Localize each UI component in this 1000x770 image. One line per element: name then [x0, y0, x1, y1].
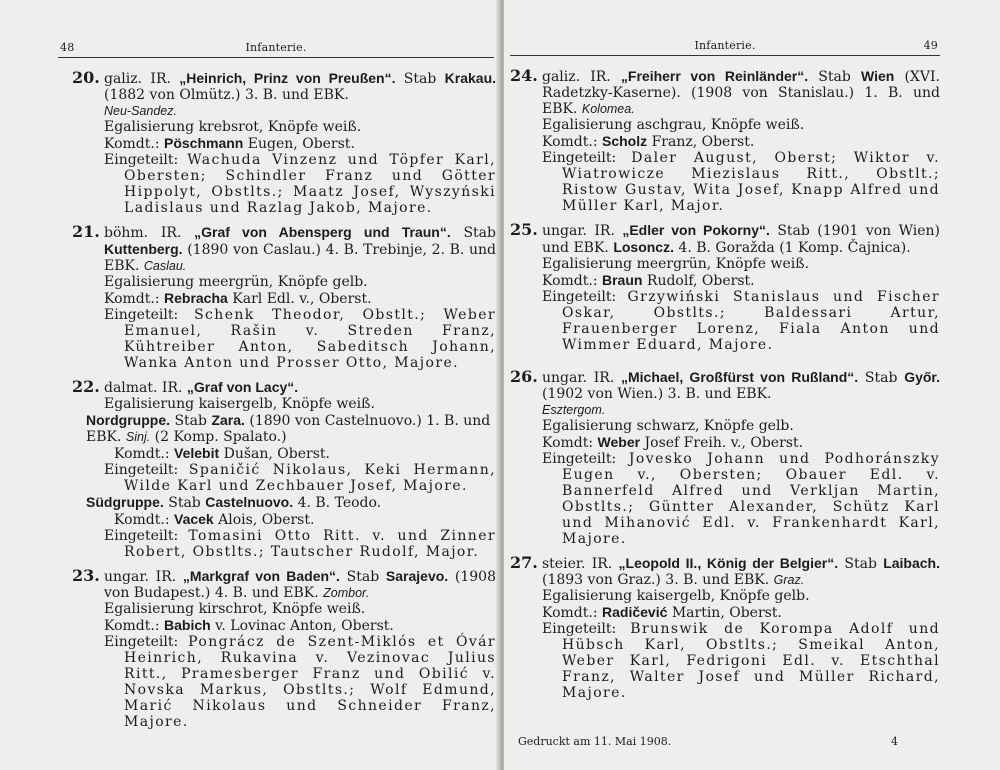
- regiment-entry-20: [58, 70, 500, 216]
- heading-details: (1890 von Castelnuovo.) 1. B. und EBK.: [86, 413, 491, 445]
- commander-label: Komdt.:: [104, 291, 164, 307]
- supplementary-district: Sinj.: [125, 430, 151, 444]
- egalisierung-line: Egalisierung kirschrot, Knöpfe weiß.: [104, 601, 366, 617]
- staff-label: Stab: [163, 495, 206, 511]
- egalisierung-line: Egalisierung schwarz, Knöpfe gelb.: [542, 418, 794, 434]
- staff-city: Krakau.: [444, 70, 497, 86]
- commander-surname: Weber: [597, 434, 641, 450]
- page-number-right: 49: [923, 39, 938, 52]
- commander-surname: Rebracha: [164, 290, 228, 306]
- staff-city: Wien: [860, 68, 895, 84]
- assigned-label: Eingeteilt:: [104, 307, 195, 323]
- regiment-type: ungar. IR.: [104, 569, 183, 585]
- staff-label: Stab: [395, 71, 445, 87]
- nordgruppe-commander-line: [58, 445, 496, 462]
- regiment-type: ungar. IR.: [542, 370, 621, 386]
- commander-line: [58, 617, 496, 634]
- assigned-names: Pongrácz de Szent-Miklós et Óvár Heinrich, Rukavina v. Vezinovac Julius Ritt., Pramesberger Franz und Obilić v. Novska Markus, Obstlts.; Wolf Edmund, Marić Nikolaus und Schneider Franz, Majore.: [124, 634, 496, 730]
- staff-label: Stab: [808, 69, 861, 85]
- assigned-names: Daler August, Oberst; Wiktor v. Wiatrowicze Miezislaus Ritt., Obstlt.; Ristow Gustav, Wita Josef, Knapp Alfred und Müller Karl, Major.: [562, 150, 940, 214]
- regiment-entry-23: [58, 568, 500, 730]
- egalisierung-line: Egalisierung kaisergelb, Knöpfe weiß.: [104, 396, 375, 412]
- commander-surname: Babich: [164, 617, 211, 633]
- regiment-entry-22: [58, 379, 500, 560]
- regiment-type: galiz. IR.: [542, 69, 621, 85]
- assigned-officers: [58, 634, 496, 730]
- commander-line: [510, 434, 940, 451]
- regiment-name: „Leopold II., König der Belgier“.: [618, 555, 839, 571]
- entry-heading: [510, 369, 940, 418]
- regiment-entry-24: [510, 68, 1000, 214]
- running-title-left: Infanterie.: [245, 41, 307, 54]
- commander-rest: Dušan, Oberst.: [219, 446, 330, 462]
- heading-details: (1890 von Caslau.) 4. B. Trebinje, 2. B. und EBK.: [104, 242, 496, 274]
- staff-label: Stab: [339, 569, 386, 585]
- heading-details: (1908 von Budapest.) 4. B. und EBK.: [104, 569, 496, 601]
- print-footer: [518, 735, 918, 748]
- regiment-name: „Heinrich, Prinz von Preußen“.: [179, 70, 396, 86]
- assigned-label: Eingeteilt:: [104, 152, 188, 168]
- commander-label: Komdt.:: [104, 136, 164, 152]
- staff-city: Győr.: [904, 369, 940, 385]
- heading-details: (1893 von Graz.) 3. B. und EBK.: [542, 572, 774, 588]
- regiment-type: dalmat. IR.: [104, 380, 187, 396]
- supplementary-district: Zombor.: [323, 586, 370, 600]
- suedgruppe-heading: [58, 494, 496, 511]
- staff-city: Castelnuovo.: [205, 494, 294, 510]
- regiment-name: „Graf von Abensperg und Traun“.: [194, 224, 451, 240]
- commander-label: Komdt:: [542, 435, 598, 451]
- commander-rest: Eugen, Oberst.: [243, 136, 355, 152]
- supplementary-district: Neu-Sandez.: [104, 104, 177, 118]
- heading-details: (1902 von Wien.) 3. B. und EBK.: [542, 386, 772, 402]
- supplementary-district: Kolomea.: [581, 102, 635, 116]
- entry-number: 22.: [72, 377, 100, 396]
- commander-rest: Franz, Oberst.: [647, 134, 755, 150]
- egalisierung-line: Egalisierung meergrün, Knöpfe weiß.: [542, 256, 810, 272]
- commander-label: Komdt.:: [114, 446, 174, 462]
- regiment-name: „Edler von Pokorny“.: [622, 222, 770, 238]
- regiment-entry-21: [58, 224, 500, 371]
- commander-surname: Vacek: [174, 511, 214, 527]
- entry-number: 20.: [72, 68, 100, 87]
- regiment-type: galiz. IR.: [104, 71, 180, 87]
- commander-label: Komdt.:: [542, 605, 602, 621]
- regiment-type: ungar. IR.: [542, 223, 623, 239]
- assigned-names: Brunswik de Korompa Adolf und Hübsch Karl, Obstlts.; Smeikal Anton, Weber Karl, Fedrigoni Edl. v. Etschthal Franz, Walter Josef und Müller Richard, Majore.: [562, 621, 940, 701]
- assigned-names: Spaničić Nikolaus, Keki Hermann, Wilde Karl und Zechbauer Josef, Majore.: [124, 462, 496, 494]
- running-head-left: [58, 38, 494, 58]
- commander-surname: Radičević: [602, 604, 668, 620]
- assigned-label: Eingeteilt:: [542, 621, 631, 637]
- staff-city: Laibach.: [883, 555, 940, 571]
- regiment-name: „Markgraf von Baden“.: [182, 568, 340, 584]
- assigned-label: Eingeteilt:: [542, 289, 628, 305]
- suedgruppe-assigned-officers: [58, 528, 496, 560]
- assigned-officers: [510, 289, 940, 353]
- print-date: Gedruckt am 11. Mai 1908.: [518, 735, 672, 748]
- running-title-right: Infanterie.: [694, 39, 756, 52]
- supplementary-district: Graz.: [773, 573, 805, 587]
- staff-city: Losoncz.: [613, 239, 674, 255]
- regiment-type: böhm. IR.: [104, 225, 195, 241]
- entry-heading: [58, 224, 496, 274]
- assigned-officers: [58, 307, 496, 371]
- entry-number: 25.: [510, 220, 538, 239]
- commander-surname: Braun: [602, 272, 643, 288]
- commander-line: [58, 290, 496, 307]
- commander-label: Komdt.:: [542, 134, 602, 150]
- commander-rest: Karl Edl. v., Oberst.: [227, 291, 372, 307]
- egalisierung-line: Egalisierung aschgrau, Knöpfe weiß.: [542, 117, 805, 133]
- supplementary-district: Esztergom.: [542, 403, 606, 417]
- assigned-officers: [510, 451, 940, 547]
- commander-label: Komdt.:: [542, 273, 602, 289]
- supplementary-district: Caslau.: [143, 259, 187, 273]
- entry-number: 21.: [72, 222, 100, 241]
- assigned-label: Eingeteilt:: [542, 451, 629, 467]
- entry-heading: [510, 222, 940, 256]
- assigned-label: Eingeteilt:: [542, 150, 632, 166]
- staff-city: Sarajevo.: [385, 568, 449, 584]
- assigned-names: Wachuda Vinzenz und Töpfer Karl, Obersten; Schindler Franz und Götter Hippolyt, Obstlts.; Maatz Josef, Wyszyński Ladislaus und Razlag Jakob, Majore.: [124, 152, 496, 216]
- regiment-entry-27: [510, 555, 1000, 701]
- heading-details: 4. B. Goražda (1 Komp. Čajnica).: [673, 240, 911, 256]
- heading-details: (1882 von Olmütz.) 3. B. und EBK.: [104, 87, 349, 103]
- staff-label: Stab: [450, 225, 496, 241]
- entry-number: 27.: [510, 553, 538, 572]
- staff-label: Stab: [838, 556, 884, 572]
- regiment-entry-25: [510, 222, 1000, 353]
- commander-label: Komdt.:: [104, 618, 164, 634]
- egalisierung-line: Egalisierung kaisergelb, Knöpfe gelb.: [542, 588, 810, 604]
- staff-label: Stab (1901 von Wien) und EBK.: [542, 223, 940, 256]
- commander-surname: Velebit: [174, 445, 220, 461]
- entry-heading: [58, 70, 496, 119]
- entry-number: 24.: [510, 66, 538, 85]
- assigned-officers: [510, 621, 940, 701]
- staff-label: Stab: [170, 413, 212, 429]
- entry-number: 23.: [72, 566, 100, 585]
- commander-rest: Martin, Oberst.: [667, 605, 782, 621]
- commander-surname: Scholz: [602, 133, 648, 149]
- egalisierung-line: Egalisierung meergrün, Knöpfe gelb.: [104, 274, 368, 290]
- commander-line: [510, 604, 940, 621]
- assigned-label: Eingeteilt:: [104, 528, 189, 544]
- assigned-officers: [510, 150, 940, 214]
- regiment-name: „Freiherr von Reinländer“.: [620, 68, 809, 84]
- entry-heading: [58, 568, 496, 601]
- staff-label: Stab: [858, 370, 905, 386]
- regiment-name: „Graf von Lacy“.: [186, 379, 299, 395]
- nordgruppe-heading: [58, 412, 496, 445]
- entry-heading: [510, 68, 940, 117]
- regiment-entry-26: [510, 369, 1000, 547]
- assigned-label: Eingeteilt:: [104, 634, 189, 650]
- running-head-right: [510, 36, 940, 56]
- commander-rest: Josef Freih. v., Oberst.: [640, 435, 804, 451]
- commander-rest: Alois, Oberst.: [213, 512, 315, 528]
- nordgruppe-label: Nordgruppe.: [86, 412, 170, 428]
- staff-city: Zara.: [211, 412, 245, 428]
- commander-rest: Rudolf, Oberst.: [642, 273, 755, 289]
- signature-number: 4: [891, 735, 898, 748]
- regiment-type: steier. IR.: [542, 556, 619, 572]
- commander-line: [510, 133, 940, 150]
- commander-line: [58, 135, 496, 152]
- nordgruppe-assigned-officers: [58, 462, 496, 494]
- egalisierung-line: Egalisierung krebsrot, Knöpfe weiß.: [104, 119, 362, 135]
- right-page: [504, 0, 1000, 770]
- staff-city: Kuttenberg.: [104, 241, 183, 257]
- page-number-left: 48: [60, 41, 75, 54]
- commander-rest: v. Lovinac Anton, Oberst.: [210, 618, 394, 634]
- assigned-names: Schenk Theodor, Obstlt.; Weber Emanuel, Rašin v. Streden Franz, Kühtreiber Anton, Sabeditsch Johann, Wanka Anton und Prosser Otto, Majore.: [124, 307, 497, 371]
- suedgruppe-label: Südgruppe.: [86, 494, 164, 510]
- assigned-names: Grzywiński Stanislaus und Fischer Oskar, Obstlts.; Baldessari Artur, Frauenberger Lorenz, Fiala Anton und Wimmer Eduard, Majore.: [562, 289, 940, 353]
- company-note: (2 Komp. Spalato.): [150, 429, 287, 445]
- entry-heading: [510, 555, 940, 588]
- entry-heading: [58, 379, 496, 396]
- regiment-name: „Michael, Großfürst von Rußland“.: [620, 369, 859, 385]
- commander-surname: Pöschmann: [164, 135, 244, 151]
- suedgruppe-commander-line: [58, 511, 496, 528]
- heading-details: (XVI. Radetzky-Kaserne). (1908 von Stanislau.) 1. B. und EBK.: [542, 69, 940, 117]
- commander-label: Komdt.:: [114, 512, 174, 528]
- heading-details: 4. B. Teodo.: [293, 495, 382, 511]
- commander-line: [510, 272, 940, 289]
- assigned-officers: [58, 152, 496, 216]
- assigned-names: Tomasini Otto Ritt. v. und Zinner Robert, Obstlts.; Tautscher Rudolf, Major.: [124, 528, 496, 560]
- assigned-label: Eingeteilt:: [104, 462, 189, 478]
- assigned-names: Jovesko Johann und Podhoránszky Eugen v., Obersten; Obauer Edl. v. Bannerfeld Alfred und Verkljan Martin, Obstlts.; Güntter Alexander, Schütz Karl und Mihanović Edl. v. Frankenhardt Karl, Majore.: [562, 451, 941, 547]
- entry-number: 26.: [510, 367, 538, 386]
